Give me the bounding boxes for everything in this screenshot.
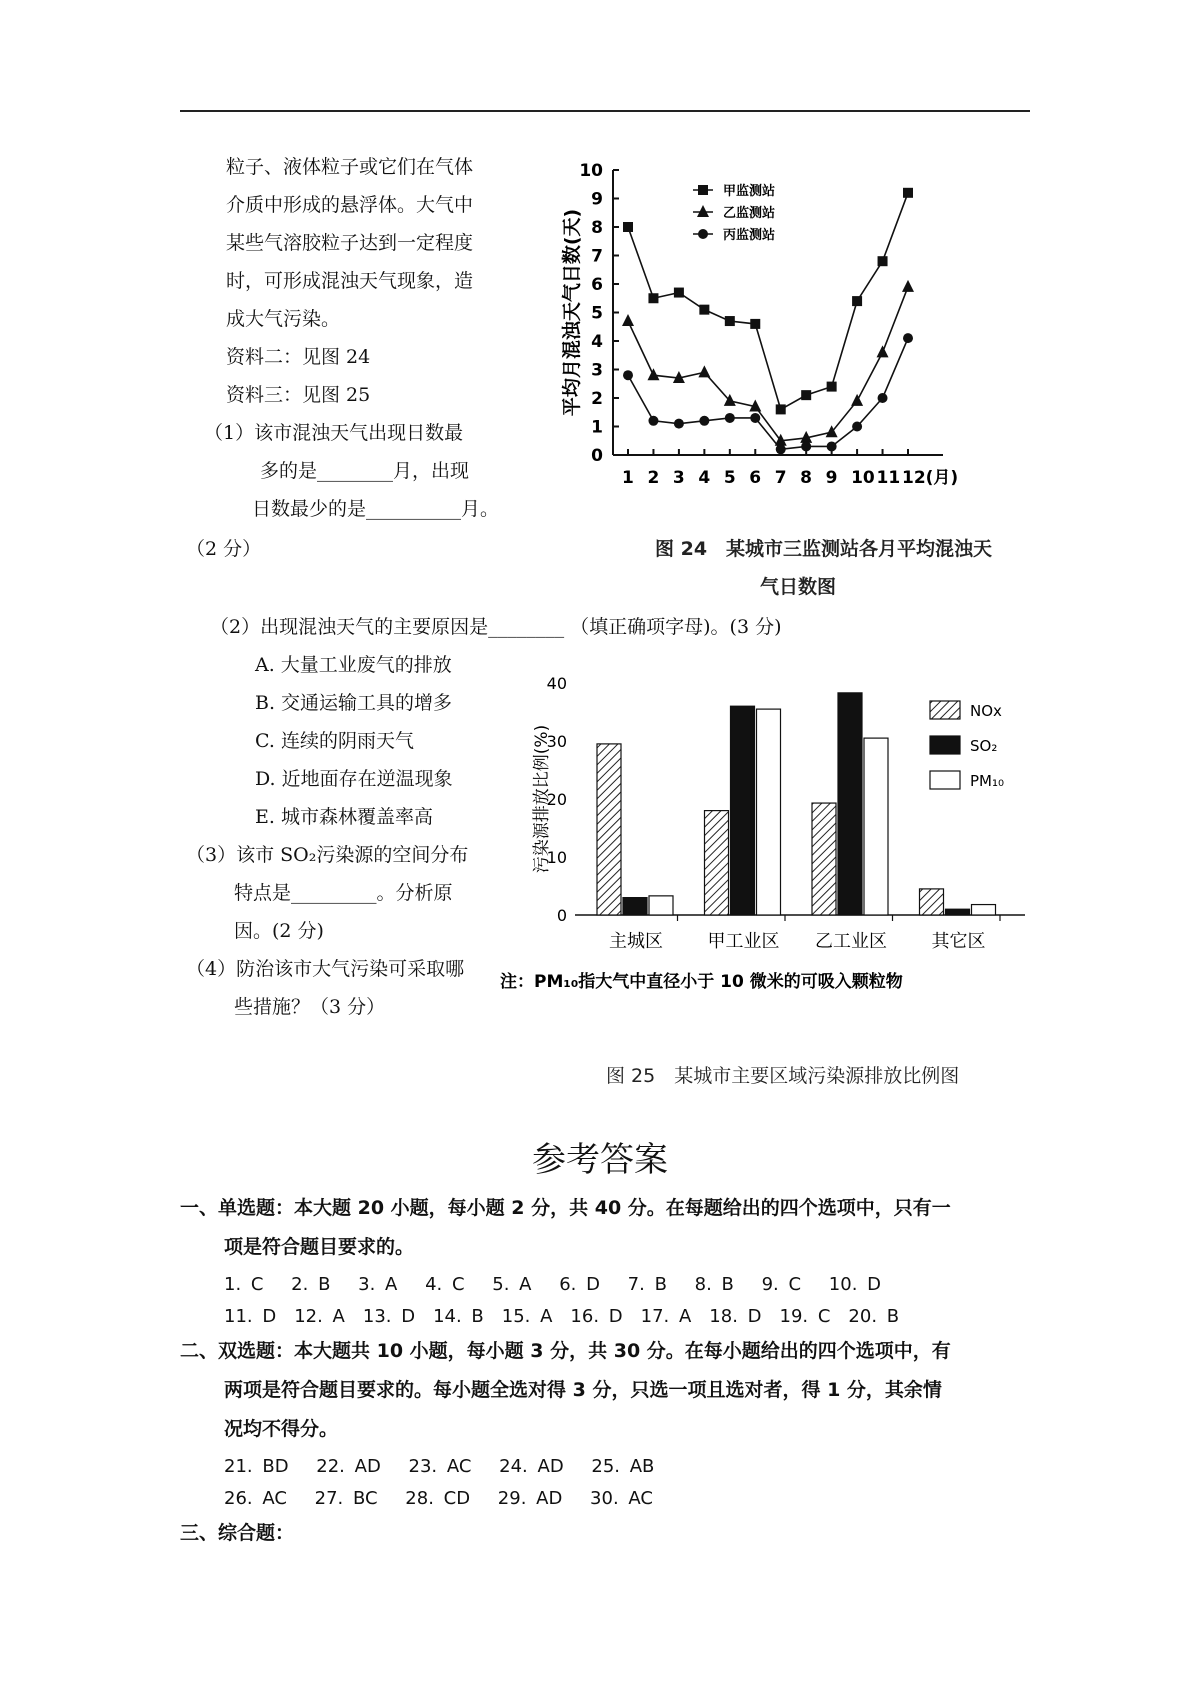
y-tick-label: 40 <box>546 674 567 693</box>
legend-label: NOx <box>970 702 1002 720</box>
option-b: B. 交通运输工具的增多 <box>255 692 453 714</box>
question-3-cont: 特点是_________。分析原 <box>234 882 453 904</box>
y-tick-label: 5 <box>591 303 603 324</box>
legend-swatch <box>930 771 960 789</box>
bar-3 <box>864 738 888 915</box>
section-1-heading-cont: 项是符合题目要求的。 <box>224 1236 415 1258</box>
y-tick-label: 2 <box>591 389 603 409</box>
section-2-heading: 二、双选题：本大题共 10 小题，每小题 3 分，共 30 分。在每小题给出的四个选项中，有 <box>180 1340 951 1362</box>
figure-24-caption-cont: 气日数图 <box>760 576 837 598</box>
question-4-cont: 些措施？（3 分） <box>234 996 386 1018</box>
y-axis-label: 污染源排放比例(%) <box>532 724 552 874</box>
text-line: 成大气污染。 <box>226 308 341 330</box>
data-point <box>725 413 735 423</box>
option-d: D. 近地面存在逆温现象 <box>255 768 453 790</box>
data-point <box>878 393 888 403</box>
data-point <box>623 370 633 380</box>
data-point <box>622 314 634 326</box>
bar-2 <box>623 898 647 915</box>
legend-marker <box>698 229 708 239</box>
x-tick-label: 其它区 <box>931 931 986 952</box>
y-tick-label: 1 <box>591 417 603 438</box>
text-line: 粒子、液体粒子或它们在气体 <box>226 156 474 178</box>
bar-2 <box>731 706 755 915</box>
y-tick-label: 0 <box>591 446 603 466</box>
data-point <box>674 288 684 298</box>
x-tick-label: 11 <box>876 468 901 488</box>
data-point <box>801 390 811 400</box>
data-point <box>878 256 888 266</box>
y-tick-label: 30 <box>546 732 567 751</box>
y-tick-label: 10 <box>579 161 603 181</box>
bar-2 <box>838 693 862 915</box>
x-tick-label: 1 <box>622 468 634 488</box>
data-point <box>648 416 658 426</box>
text-line: 资料三：见图 25 <box>226 384 371 406</box>
section-1-answers-row: 11. D 12. A 13. D 14. B 15. A 16. D 17. A 18. D 19. C 20. B <box>224 1306 900 1327</box>
section-2-heading-cont: 两项是符合题目要求的。每小题全选对得 3 分，只选一项且选对者，得 1 分，其余情 <box>224 1379 942 1401</box>
figure-24-line-chart <box>548 152 998 492</box>
legend-label: PM₁₀ <box>970 772 1005 790</box>
y-tick-label: 3 <box>591 360 603 381</box>
data-point <box>750 319 760 329</box>
y-tick-label: 0 <box>556 906 567 925</box>
figure-note: 注：PM₁₀指大气中直径小于 10 微米的可吸入颗粒物 <box>500 972 903 992</box>
option-e: E. 城市森林覆盖率高 <box>255 806 433 828</box>
data-point <box>801 441 811 451</box>
figure-25-caption: 图 25 某城市主要区域污染源排放比例图 <box>606 1065 960 1087</box>
bar-3 <box>972 905 996 915</box>
legend-label: 甲监测站 <box>723 184 776 199</box>
header-rule <box>180 110 1030 112</box>
data-point <box>725 316 735 326</box>
data-point <box>750 413 760 423</box>
x-tick-label: 5 <box>723 468 736 488</box>
data-point <box>827 441 837 451</box>
section-3-heading: 三、综合题： <box>180 1522 295 1544</box>
text-line: 资料二：见图 24 <box>226 346 371 368</box>
data-point <box>776 444 786 454</box>
question-1-score: （2 分） <box>186 538 262 560</box>
x-tick-label: 12(月) <box>902 468 959 488</box>
question-2: （2）出现混浊天气的主要原因是________ （填正确项字母)。(3 分) <box>210 616 782 638</box>
y-tick-label: 8 <box>591 218 603 238</box>
legend-swatch <box>930 701 960 719</box>
x-tick-label: 主城区 <box>609 931 663 952</box>
bar-3 <box>649 896 673 915</box>
bar-2 <box>946 909 970 915</box>
left-text-column <box>186 148 526 528</box>
data-point <box>903 188 913 198</box>
section-2-answers-row: 26. AC 27. BC 28. CD 29. AD 30. AC <box>224 1488 653 1509</box>
x-tick-label: 甲工业区 <box>707 931 780 952</box>
section-2-answers-row: 21. BD 22. AD 23. AC 24. AD 25. AB <box>224 1456 655 1477</box>
data-point <box>647 368 659 380</box>
legend-label: 乙监测站 <box>723 206 776 221</box>
y-tick-label: 6 <box>591 275 603 295</box>
x-tick-label: 9 <box>825 468 838 488</box>
question-4: （4）防治该市大气污染可采取哪 <box>186 958 465 980</box>
legend-marker <box>698 185 708 195</box>
text-line: 时，可形成混浊天气现象，造 <box>226 270 474 292</box>
y-tick-label: 20 <box>546 790 567 809</box>
bar-1 <box>597 744 621 915</box>
bar-1 <box>920 889 944 915</box>
answers-title: 参考答案 <box>532 1140 668 1180</box>
section-1-heading: 一、单选题：本大题 20 小题，每小题 2 分，共 40 分。在每题给出的四个选项中，只有一 <box>180 1197 951 1219</box>
figure-25-bar-chart <box>500 665 1055 1015</box>
series-line-3 <box>628 338 908 449</box>
text-line: 介质中形成的悬浮体。大气中 <box>226 194 474 216</box>
legend-swatch <box>930 736 960 754</box>
bar-1 <box>812 803 836 915</box>
data-point <box>877 345 889 357</box>
question-1-cont: 日数最少的是__________月。 <box>252 498 500 520</box>
question-1-cont: 多的是________月，出现 <box>260 460 470 482</box>
question-1: （1）该市混浊天气出现日数最 <box>204 422 464 444</box>
data-point <box>623 222 633 232</box>
x-tick-label: 8 <box>800 468 813 488</box>
figure-24-caption: 图 24 某城市三监测站各月平均混浊天 <box>655 538 993 560</box>
data-point <box>776 404 786 414</box>
question-3: （3）该市 SO₂污染源的空间分布 <box>186 844 469 866</box>
bar-1 <box>705 811 729 915</box>
data-point <box>852 422 862 432</box>
text-line: 某些气溶胶粒子达到一定程度 <box>226 232 474 254</box>
data-point <box>698 365 710 377</box>
y-tick-label: 4 <box>591 332 603 352</box>
legend-label: 丙监测站 <box>723 228 776 243</box>
x-tick-label: 7 <box>774 468 787 488</box>
x-tick-label: 6 <box>749 468 762 488</box>
legend-label: SO₂ <box>970 737 998 755</box>
question-3-cont: 因。(2 分) <box>234 920 324 942</box>
y-tick-label: 10 <box>546 848 567 867</box>
bar-3 <box>757 709 781 915</box>
x-tick-label: 2 <box>647 468 660 488</box>
y-axis-label: 平均月混浊天气日数(天) <box>561 208 583 417</box>
data-point <box>674 419 684 429</box>
x-tick-label: 10 <box>851 468 875 488</box>
y-tick-label: 9 <box>591 189 603 210</box>
section-1-answers-row: 1. C 2. B 3. A 4. C 5. A 6. D 7. B 8. B 9. C 10. D <box>224 1274 881 1295</box>
data-point <box>852 296 862 306</box>
data-point <box>902 280 914 292</box>
option-c: C. 连续的阴雨天气 <box>255 730 414 752</box>
option-a: A. 大量工业废气的排放 <box>255 654 452 676</box>
legend-marker <box>697 205 709 217</box>
data-point <box>699 305 709 315</box>
x-tick-label: 3 <box>672 468 685 488</box>
x-tick-label: 4 <box>698 468 711 488</box>
data-point <box>699 416 709 426</box>
section-2-heading-cont: 况均不得分。 <box>224 1418 339 1440</box>
data-point <box>648 293 658 303</box>
data-point <box>851 394 863 406</box>
x-tick-label: 乙工业区 <box>815 931 887 952</box>
y-tick-label: 7 <box>591 246 603 267</box>
data-point <box>827 382 837 392</box>
data-point <box>903 333 913 343</box>
